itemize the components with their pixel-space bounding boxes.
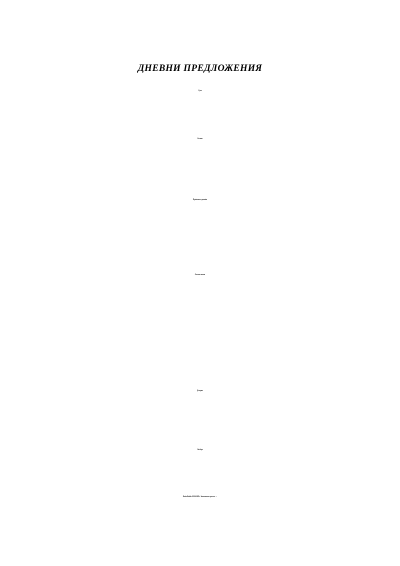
section-heading-desserts: Десерти — [197, 391, 203, 392]
page-title: ДНЕВНИ ПРЕДЛОЖЕНИЯ — [137, 64, 263, 74]
section-heading-salads: Салати — [197, 139, 203, 140]
section-heading-appetizers: Предястия и разядки — [192, 200, 208, 201]
event-footer: Brain Battles 09.06.2025г. Записвания: при нас ☺ — [182, 497, 218, 498]
section-heading-bar: От бара — [197, 450, 203, 451]
section-heading-mains: Основни ястия — [194, 275, 206, 276]
section-heading-soups: Супи — [198, 91, 202, 92]
